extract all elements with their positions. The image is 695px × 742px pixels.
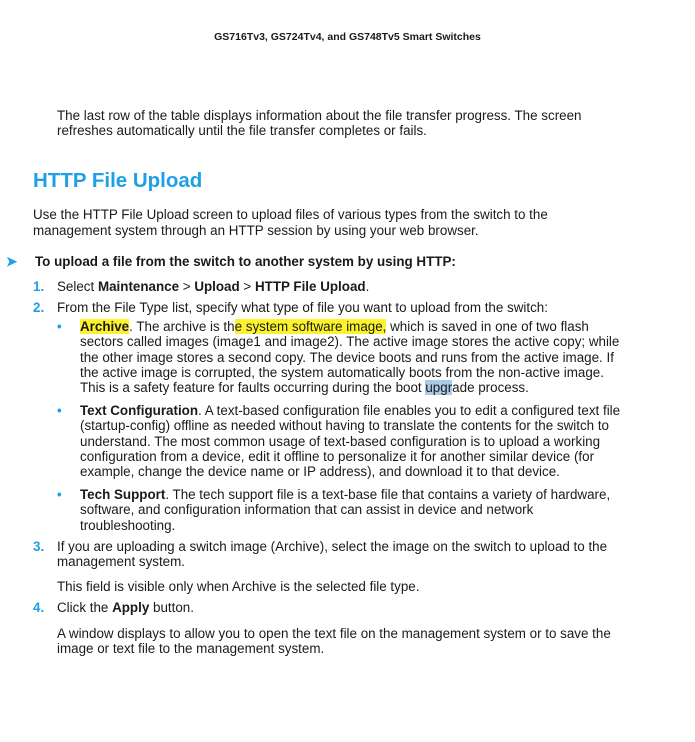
bullet-icon: • [57, 487, 62, 503]
step-number: 4. [33, 600, 45, 616]
file-type-text-configuration [57, 403, 630, 479]
file-type-name: Text Configuration [80, 403, 199, 419]
path-separator: > [239, 278, 255, 294]
step-4 [33, 600, 653, 656]
path-separator: > [179, 278, 195, 294]
file-type-archive [57, 319, 630, 395]
step-1 [33, 279, 653, 294]
page-header-title: GS716Tv3, GS724Tv4, and GS748Tv5 Smart Switches [214, 31, 481, 43]
procedure-arrow-icon: ➤ [6, 253, 18, 269]
step-2 [33, 300, 653, 533]
file-type-tech-support [57, 487, 630, 533]
file-type-description: . The tech support file is a text-base file that contains a variety of hardware, software, and configuration information that can assist in device and network troubleshooting. [80, 487, 611, 533]
bullet-icon: • [57, 319, 62, 335]
file-type-name: Tech Support [80, 487, 166, 503]
step-text: button. [149, 600, 194, 616]
menu-path-maintenance: Maintenance [97, 278, 180, 294]
intro-paragraph: The last row of the table displays information about the file transfer progress. The screen refreshes automatically until the file transfer completes or fails. [57, 108, 582, 139]
step-text: . [365, 278, 370, 294]
step-text: If you are uploading a switch image (Archive), select the image on the switch to upload to the management system. [57, 538, 608, 570]
apply-button-label: Apply [112, 600, 150, 616]
section-heading: HTTP File Upload [33, 169, 203, 193]
file-type-description: . A text-based configuration file enables you to edit a configured text file (startup-config) offline as needed without having to translate the contents for the switch to understand. The most common usage of text-based configuration is to upload a working configuration from a device, edit it offline to personalize it for another similar device (for example, change the device name or IP address), and download it to that device. [80, 403, 621, 480]
step-number: 2. [33, 300, 45, 316]
file-type-list [57, 319, 653, 533]
procedure-title-text: To upload a file from the switch to another system by using HTTP: [35, 253, 456, 269]
procedure-title [6, 253, 653, 270]
menu-path-http-file-upload: HTTP File Upload [254, 278, 366, 294]
bullet-icon: • [57, 403, 62, 419]
step-number: 1. [33, 278, 45, 294]
step-text: From the File Type list, specify what type of file you want to upload from the switch: [57, 300, 548, 316]
highlighted-text: e system software image, [234, 319, 387, 335]
step-text: Select [57, 278, 98, 294]
section-description: Use the HTTP File Upload screen to upload files of various types from the switch to the management system through an HTTP session by using your web browser. [33, 207, 548, 238]
selected-text: upgr [425, 380, 453, 396]
document-content [6, 108, 653, 656]
step-number: 3. [33, 538, 45, 554]
step-note: This field is visible only when Archive is the selected file type. [57, 579, 420, 595]
file-type-description: which is saved in one of two flash sectors called images (image1 and image2). The active image stores the active copy; while the other image stores a second copy. The device boots and runs from the active image. If the active image is corrupted, the system automatically boots from the non-active image. This is a safety feature for faults occurring during the boot [80, 319, 620, 396]
step-note: A window displays to allow you to open the text file on the management system or to save the image or text file to the management system. [57, 625, 611, 656]
file-type-description: ade process. [452, 380, 529, 396]
step-3 [33, 539, 653, 595]
menu-path-upload: Upload [194, 278, 240, 294]
file-type-name: Archive [80, 319, 130, 335]
step-text: Click the [57, 600, 113, 616]
steps-list [33, 279, 653, 656]
file-type-description: . The archive is th [129, 319, 235, 335]
